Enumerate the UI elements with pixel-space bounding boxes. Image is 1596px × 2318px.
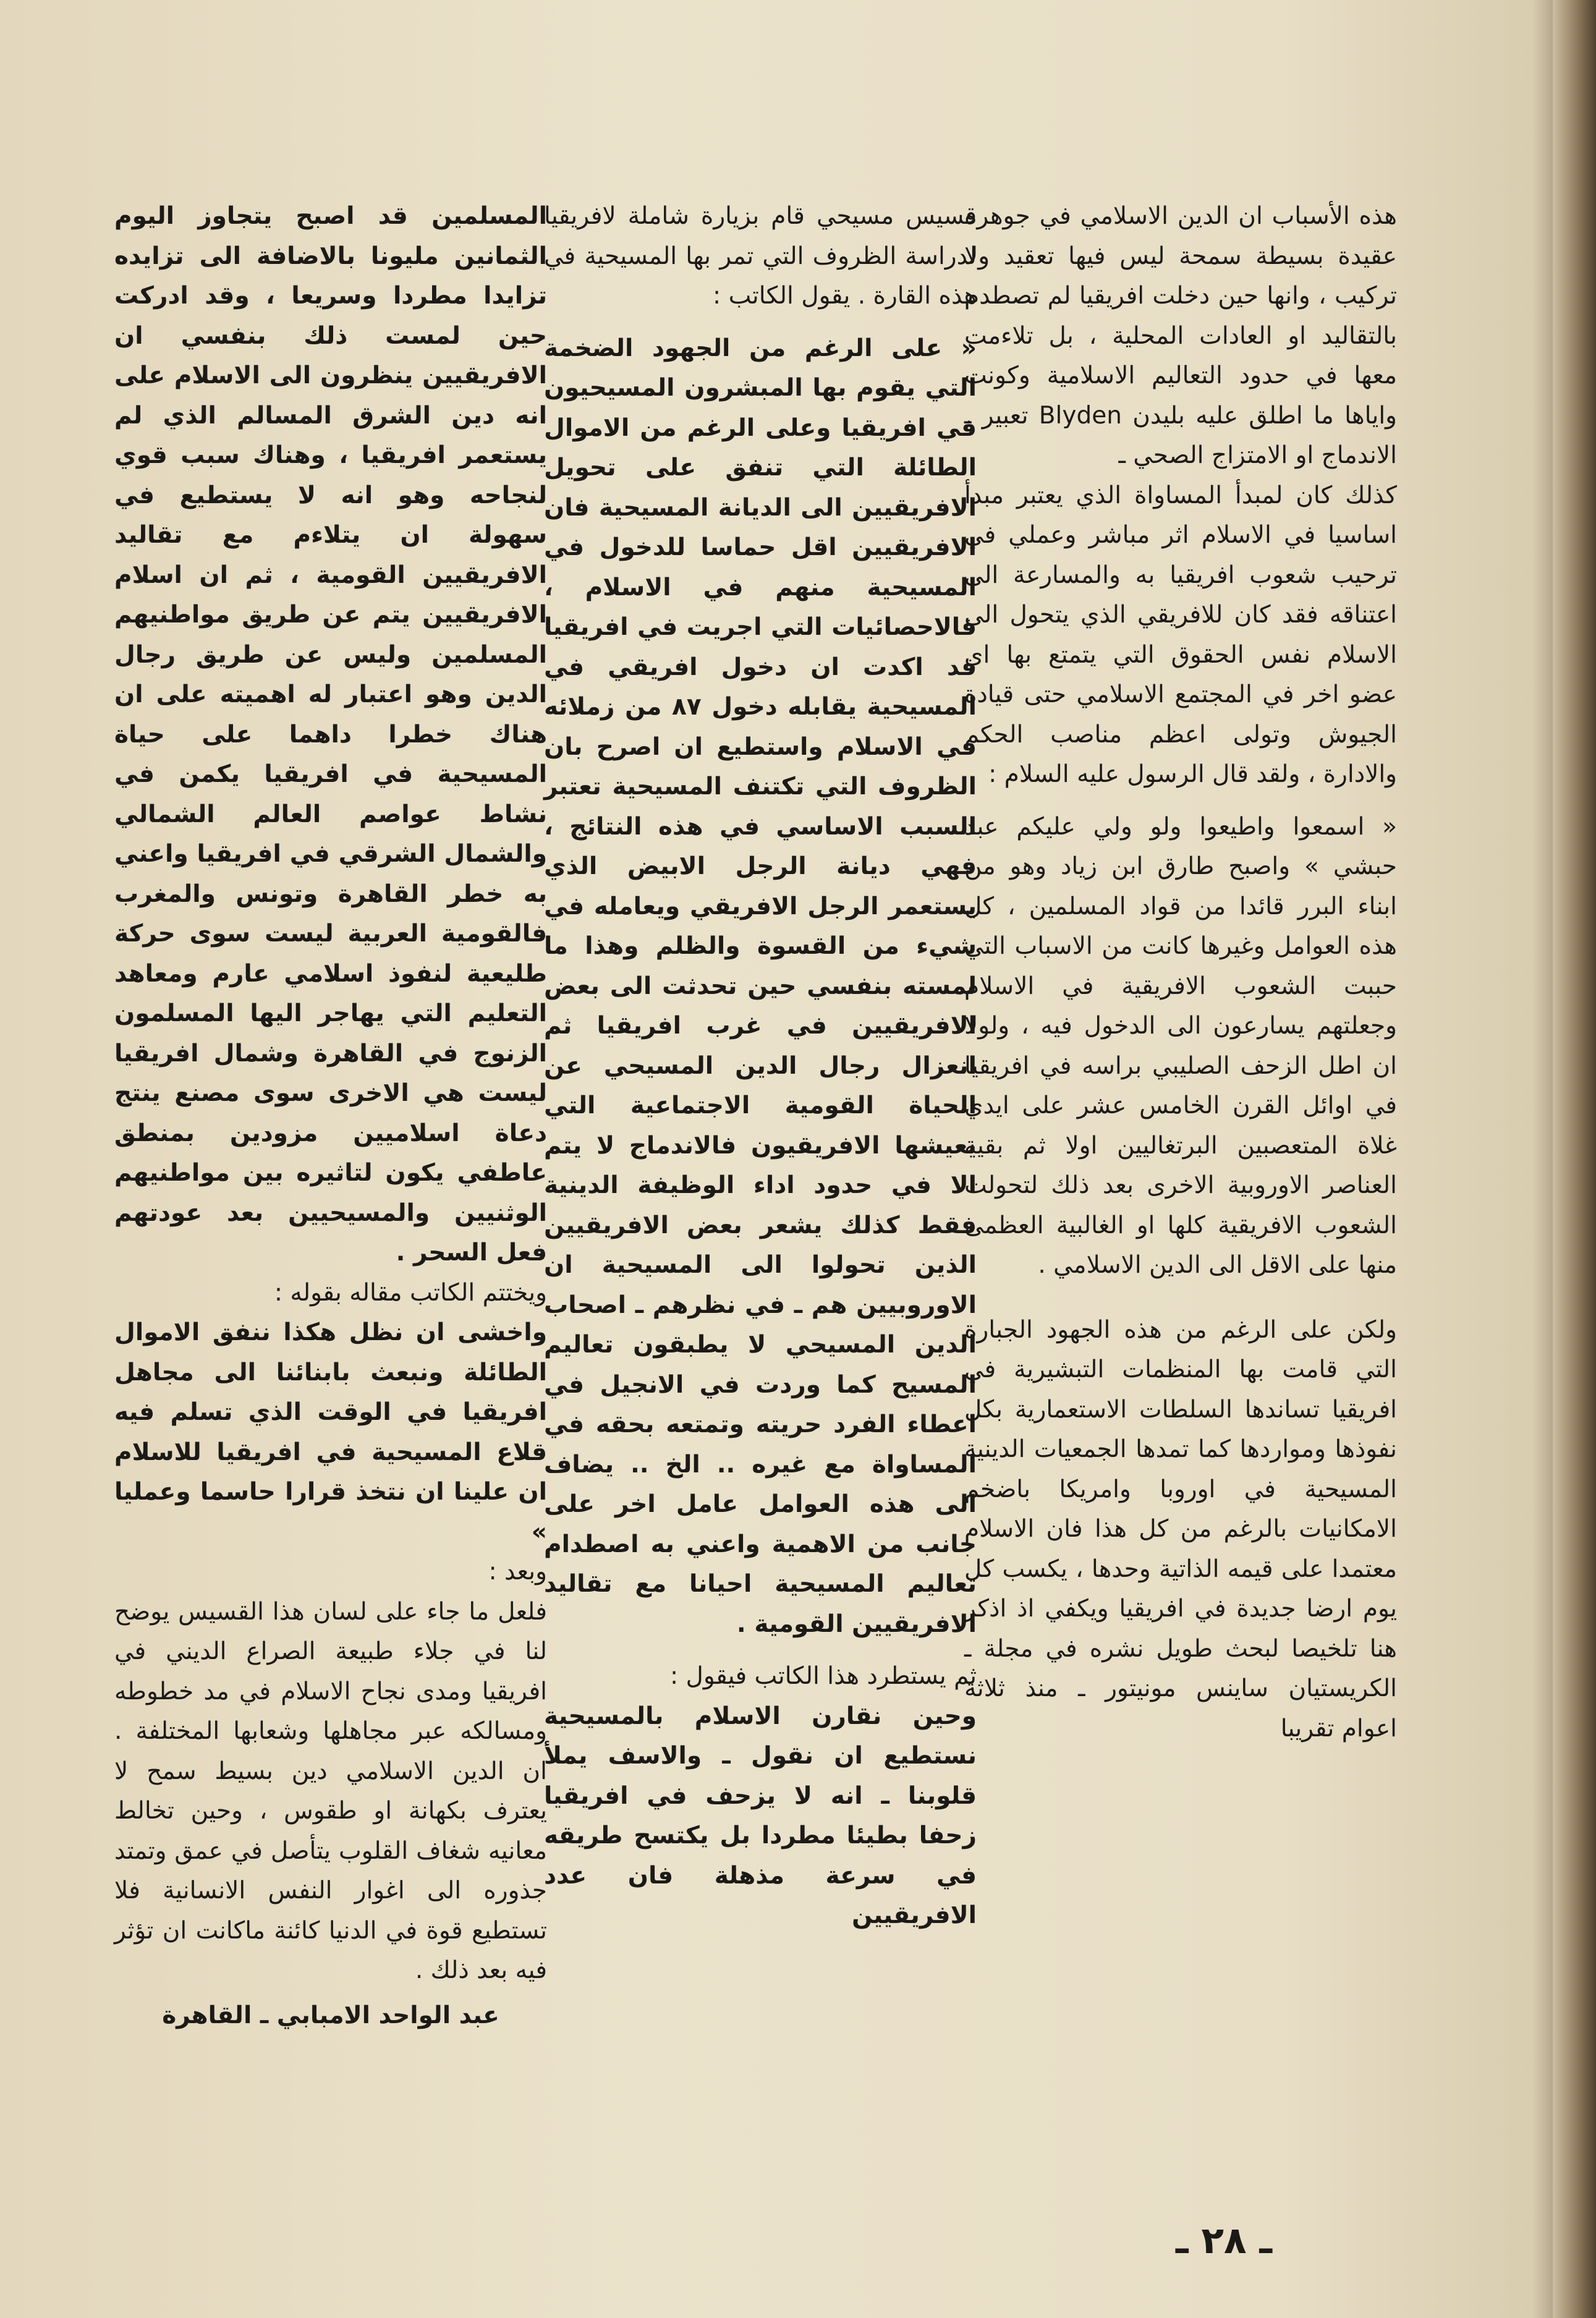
- paragraph: كذلك كان لمبدأ المساواة الذي يعتبر مبدأ اساسيا في الاسلام اثر مباشر وعملي في ترحيب شعوب افريقيا به والمسارعة الى اعتناقه فقد كان للافريقي الذي يتحول الى الاسلام نفس الحقوق التي يتمتع بها اي عضو اخر في المجتمع الاسلامي حتى قيادة الجيوش وتولى اعظم مناصب الحكم والادارة ، ولقد قال الرسول عليه السلام :: [964, 481, 1397, 788]
- paragraph: قسيس مسيحي قام بزيارة شاملة لافريقيا لدراسة الظروف التي تمر بها المسيحية في هذه القارة . يقول الكاتب :: [544, 202, 977, 310]
- quote-paragraph: واخشى ان نظل هكذا ننفق الاموال الطائلة ونبعث بابنائنا الى مجاهل افريقيا في الوقت الذي تسلم فيه قلاع المسيحية في افريقيا للاسلام ان علينا ان نتخذ قرارا حاسما وعمليا »: [114, 1318, 547, 1546]
- page-edge: [1553, 0, 1596, 2318]
- column-left: [114, 197, 547, 2036]
- quote-paragraph: وحين نقارن الاسلام بالمسيحية نستطيع ان نقول ـ والاسف يملأ قلوبنا ـ انه لا يزحف في افريقيا زحفا بطيئا مطردا بل يكتسح طريقه في سرعة مذهلة فان عدد الافريقيين: [544, 1702, 977, 1929]
- paragraph: ولكن على الرغم من هذه الجهود الجبارة التي قامت بها المنظمات التبشيرية في افريقيا تساندها السلطات الاستعمارية بكل نفوذها ومواردها كما تمدها الجمعيات الدينية المسيحية في اوروبا وامريكا باضخم الامكانيات بالرغم من كل هذا فان الاسلام معتمدا على قيمه الذاتية وحدها ، يكسب كل يوم ارضا جديدة في افريقيا ويكفي اذ اذكر هنا تلخيصا لبحث طويل نشره في مجلة ـ الكريستيان ساينس مونيتور ـ منذ ثلاثة اعوام تقريبا: [964, 1315, 1397, 1743]
- paragraph: « اسمعوا واطيعوا ولو ولي عليكم عبد حبشي » واصبح طارق ابن زياد وهو من ابناء البرر قائدا من قواد المسلمين ، كل هذه العوامل وغيرها كانت من الاسباب التي حببت الشعوب الافريقية في الاسلام وجعلتهم يسارعون الى الدخول فيه ، ولولا ان اطل الزحف الصليبي براسه في افريقيا في اوائل القرن الخامس عشر على ايدي غلاة المتعصبين البرتغاليين اولا ثم بقية العناصر الاوروبية الاخرى بعد ذلك لتحولت الشعوب الافريقية كلها او الغالبية العظمى منها على الاقل الى الدين الاسلامي .: [964, 812, 1397, 1279]
- paragraph: هذه الأسباب ان الدين الاسلامي في جوهره عقيدة بسيطة سمحة ليس فيها تعقيد ولا تركيب ، وانها حين دخلت افريقيا لم تصطدم بالتقاليد او العادات المحلية ، بل تلاءمت معها في حدود التعاليم الاسلامية وكونت واياها ما اطلق عليه بليدن Blyden تعبير ـ الاندماج او الامتزاج الصحي ـ: [964, 202, 1397, 469]
- quote-paragraph: المسلمين قد اصبح يتجاوز اليوم الثمانين مليونا بالاضافة الى تزايده تزايدا مطردا وسريعا ، وقد ادركت حين لمست ذلك بنفسي ان الافريقيين ينظرون الى الاسلام على انه دين الشرق المسالم الذي لم يستعمر افريقيا ، وهناك سبب قوي لنجاحه وهو انه لا يستطيع في سهولة ان يتلاءم مع تقاليد الافريقيين القومية ، ثم ان اسلام الافريقيين يتم عن طريق مواطنيهم المسلمين وليس عن طريق رجال الدين وهو اعتبار له اهميته على ان هناك خطرا داهما على حياة المسيحية في افريقيا يكمن في نشاط عواصم العالم الشمالي والشمال الشرقي في افريقيا واعني به خطر القاهرة وتونس والمغرب فالقومية العربية ليست سوى حركة طليعية لنفوذ اسلامي عارم ومعاهد التعليم التي يهاجر اليها المسلمون الزنوج في القاهرة وشمال افريقيا ليست هي الاخرى سوى مصنع ينتج دعاة اسلاميين مزودين بمنطق عاطفي يكون لتاثيره بين مواطنيهم الوثنيين والمسيحيين بعد عودتهم فعل السحر .: [114, 202, 547, 1267]
- paragraph: ثم يستطرد هذا الكاتب فيقول :: [669, 1662, 977, 1690]
- paragraph: فلعل ما جاء على لسان هذا القسيس يوضح لنا في جلاء طبيعة الصراع الديني في افريقيا ومدى نجاح الاسلام في مد خطوطه ومسالكه عبر مجاهلها وشعابها المختلفة . ان الدين الاسلامي دين بسيط سمح لا يعترف بكهانة او طقوس ، وحين تخالط معانيه شغاف القلوب يتأصل في عمق وتمتد جذوره الى اغوار النفس الانسانية فلا تستطيع قوة في الدنيا كائنة ماكانت ان تؤثر فيه بعد ذلك .: [114, 1597, 547, 1984]
- paragraph: ويختتم الكاتب مقاله بقوله :: [274, 1278, 547, 1307]
- author-signature: عبد الواحد الامبابي ـ القاهرة: [162, 2001, 499, 2029]
- page-number: ـ ٢٨ ـ: [1175, 2219, 1273, 2262]
- column-middle: [544, 197, 977, 1936]
- paragraph: وبعد :: [488, 1558, 547, 1586]
- quote-paragraph: « على الرغم من الجهود الضخمة التي يقوم بها المبشرون المسيحيون في افريقيا وعلى الرغم من الاموال الطائلة التي تنفق على تحويل الافريقيين الى الديانة المسيحية فان الافريقيين اقل حماسا للدخول في المسيحية منهم في الاسلام ، فالاحصائيات التي اجريت في افريقيا قد اكدت ان دخول افريقي في المسيحية يقابله دخول ٨٧ من زملائه في الاسلام واستطيع ان اصرح بان الظروف التي تكتنف المسيحية تعتبر السبب الاساسي في هذه النتائج ، فهي ديانة الرجل الابيض الذي يستعمر الرجل الافريقي ويعامله في شيء من القسوة والظلم وهذا ما لمسته بنفسي حين تحدثت الى بعض الافريقيين في غرب افريقيا ثم انعزال رجال الدين المسيحي عن الحياة القومية الاجتماعية التي يعيشها الافريقيون فالاندماج لا يتم الا في حدود اداء الوظيفة الدينية فقط كذلك يشعر بعض الافريقيين الذين تحولوا الى المسيحية ان الاوروبيين هم ـ في نظرهم ـ اصحاب الدين المسيحي لا يطبقون تعاليم المسيح كما وردت في الانجيل في اعطاء الفرد حريته وتمتعه بحقه في المساواة مع غيره .. الخ .. يضاف الى هذه العوامل عامل اخر على جانب من الاهمية واعني به اصطدام تعاليم المسيحية احيانا مع تقاليد الافريقيين القومية .: [544, 334, 977, 1638]
- column-right: [964, 197, 1397, 1749]
